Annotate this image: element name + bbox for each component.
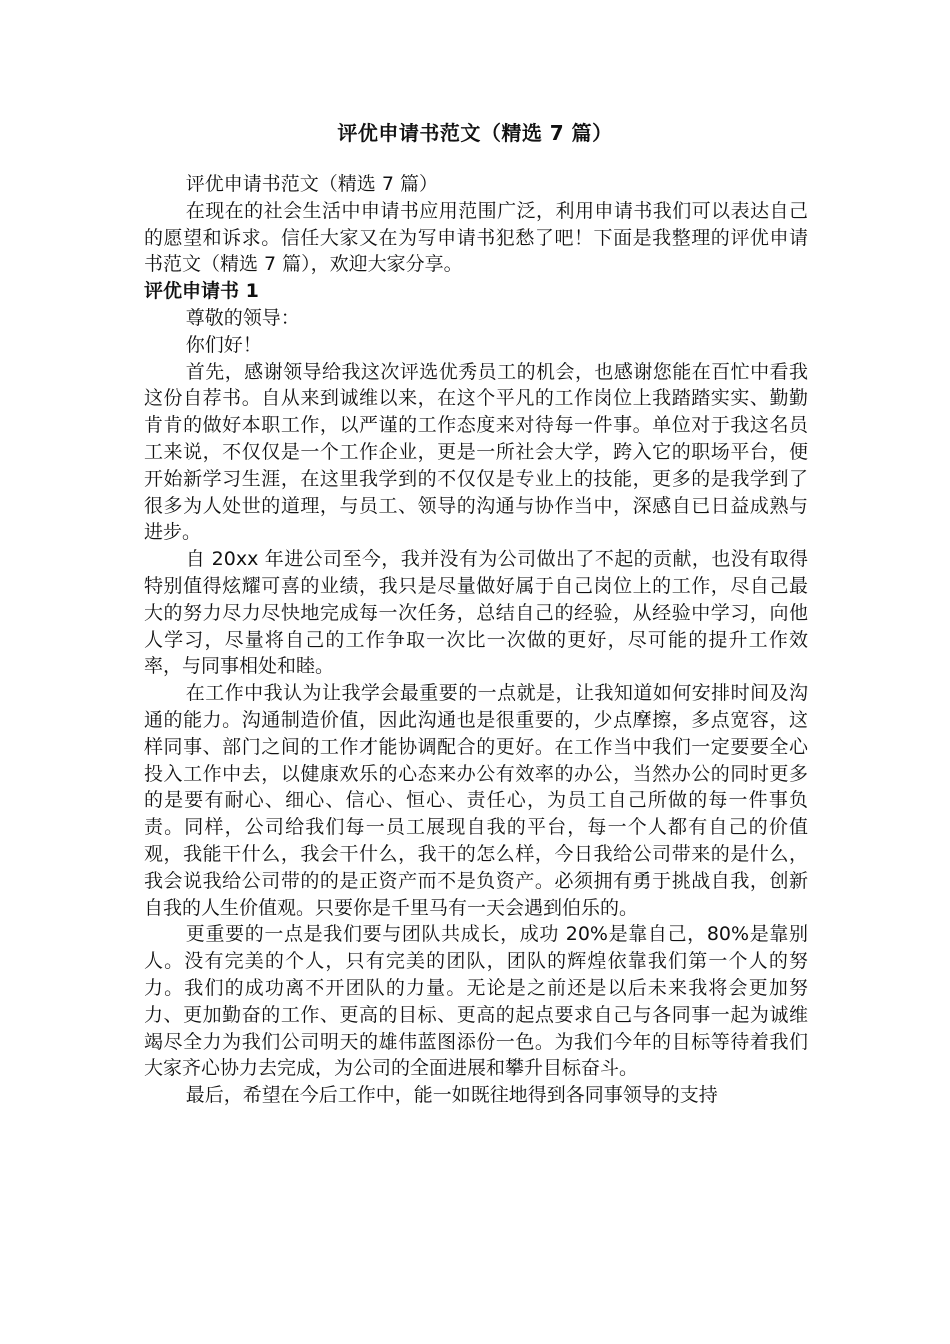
- body-paragraph: 在工作中我认为让我学会最重要的一点就是，让我知道如何安排时间及沟通的能力。沟通制造价值，因此沟通也是很重要的，少点摩擦，多点宽容，这样同事、部门之间的工作才能协调配合的更好。在工作当中我们一定要要全心投入工作中去，以健康欢乐的心态来办公有效率的办公，当然办公的同时更多的是要有耐心、细心、信心、恒心、责任心，为员工自己所做的每一件事负责。同样，公司给我们每一员工展现自我的平台，每一个人都有自己的价值观，我能干什么，我会干什么，我干的怎么样，今日我给公司带来的是什么，我会说我给公司带的的是正资产而不是负资产。必须拥有勇于挑战自我，创新自我的人生价值观。只要你是千里马有一天会遇到伯乐的。: [144, 682, 808, 919]
- intro-paragraph: 在现在的社会生活中申请书应用范围广泛，利用申请书我们可以表达自己的愿望和诉求。信任大家又在为写申请书犯愁了吧！下面是我整理的评优申请书范文（精选 7 篇），欢迎大家分享。: [144, 199, 808, 276]
- greeting: 你们好！: [185, 333, 262, 356]
- body-paragraph: 自 20xx 年进公司至今，我并没有为公司做出了不起的贡献，也没有取得特别值得炫耀可喜的业绩，我只是尽量做好属于自己岗位上的工作，尽自己最大的努力尽力尽快地完成每一次任务，总结自己的经验，从经验中学习，向他人学习，尽量将自己的工作争取一次比一次做的更好，尽可能的提升工作效率，与同事相处和睦。: [144, 548, 808, 678]
- body-paragraph: 首先，感谢领导给我这次评选优秀员工的机会，也感谢您能在百忙中看我这份自荐书。自从来到诚维以来，在这个平凡的工作岗位上我踏踏实实、勤勤肯肯的做好本职工作，以严谨的工作态度来对待每一件事。单位对于我这名员工来说，不仅仅是一个工作企业，更是一所社会大学，跨入它的职场平台，便开始新学习生涯，在这里我学到的不仅仅是专业上的技能，更多的是我学到了很多为人处世的道理，与员工、领导的沟通与协作当中，深感自已日益成熟与进步。: [144, 360, 808, 544]
- body-paragraph: 最后，希望在今后工作中，能一如既往地得到各同事领导的支持: [185, 1084, 718, 1107]
- document-body: [144, 171, 808, 1109]
- document-title: 评优申请书范文（精选 7 篇）: [337, 121, 613, 145]
- intro-title-line: 评优申请书范文（精选 7 篇）: [185, 173, 438, 195]
- body-paragraph: 更重要的一点是我们要与团队共成长，成功 20%是靠自己，80%是靠别人。没有完美的个人，只有完美的团队，团队的辉煌依靠我们第一个人的努力。我们的成功离不开团队的力量。无论是之前还是以后未来我将会更加努力、更加勤奋的工作、更高的目标、更高的起点要求自己与各同事一起为诚维竭尽全力为我们公司明天的雄伟蓝图添份一色。为我们今年的目标等待着我们大家齐心协力去完成，为公司的全面进展和攀升目标奋斗。: [144, 923, 808, 1080]
- salutation: 尊敬的领导：: [185, 306, 300, 329]
- section-heading: 评优申请书 1: [144, 280, 259, 303]
